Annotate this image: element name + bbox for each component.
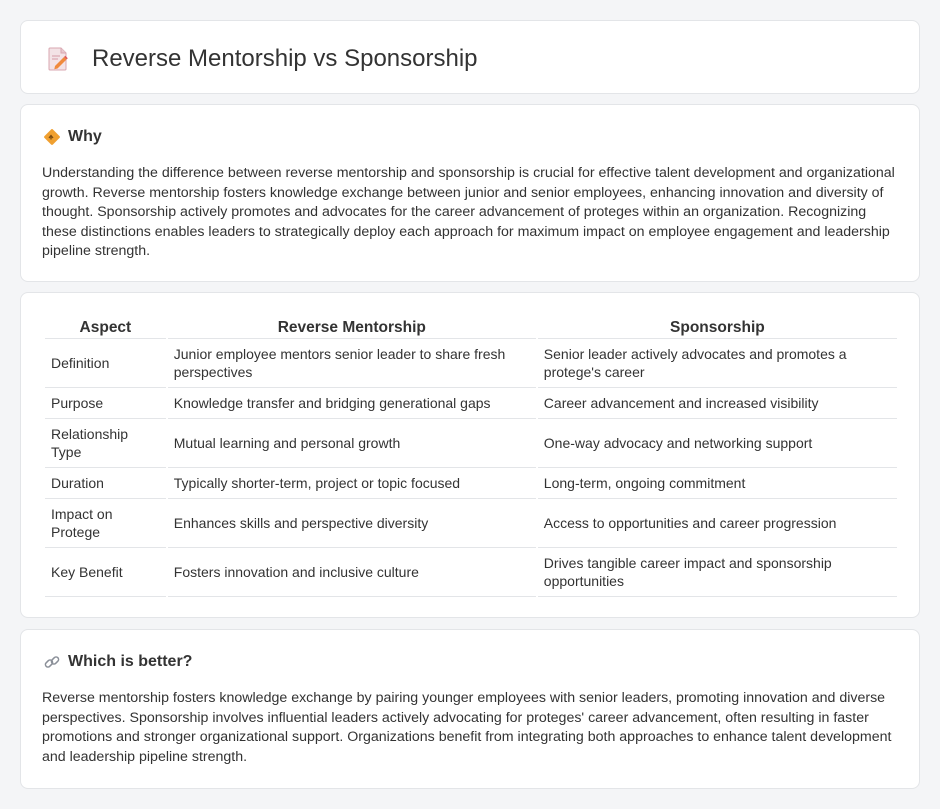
table-row [45, 548, 897, 597]
table-cell-reverse-mentorship: Junior employee mentors senior leader to share fresh perspectives [168, 339, 536, 388]
better-paragraph: Reverse mentorship fosters knowledge exchange by pairing younger employees with senior leaders, promoting innovation and diverse perspectives. Sponsorship involves influential leaders actively advocating for proteges' career advancement, often resulting in faster promotions and stronger organizational support. Organizations benefit from integrating both approaches to enhance talent development and leadership pipeline strength. [42, 690, 892, 765]
why-heading: Why [68, 128, 102, 145]
table-cell-reverse-mentorship: Knowledge transfer and bridging generational gaps [168, 388, 536, 419]
table-cell-aspect: Key Benefit [45, 548, 166, 597]
column-header-sponsorship: Sponsorship [538, 317, 897, 339]
table-row [45, 419, 897, 468]
table-cell-aspect: Duration [45, 468, 166, 499]
why-section [20, 104, 920, 282]
table-row [45, 339, 897, 388]
comparison-section [20, 292, 920, 618]
why-paragraph: Understanding the difference between reverse mentorship and sponsorship is crucial for effective talent development and organizational growth. Reverse mentorship fosters knowledge exchange between junior and senior employees, enhancing innovation and diversity of thought. Sponsorship actively promotes and advocates for the career advancement of proteges within an organization. Recognizing these distinctions enables leaders to strategically deploy each approach for maximum impact on employee engagement and leadership pipeline strength. [42, 165, 895, 260]
why-heading-row [43, 126, 102, 148]
link-icon [43, 653, 61, 671]
table-cell-reverse-mentorship: Fosters innovation and inclusive culture [168, 548, 536, 597]
page-title: Reverse Mentorship vs Sponsorship [92, 45, 478, 72]
table-cell-aspect: Impact on Protege [45, 499, 166, 548]
table-cell-sponsorship: Access to opportunities and career progression [538, 499, 897, 548]
table-cell-sponsorship: Career advancement and increased visibility [538, 388, 897, 419]
table-cell-aspect: Purpose [45, 388, 166, 419]
header-card [20, 20, 920, 94]
comparison-table [43, 317, 899, 597]
table-cell-reverse-mentorship: Mutual learning and personal growth [168, 419, 536, 468]
table-row [45, 499, 897, 548]
table-row [45, 468, 897, 499]
document-pencil-icon [47, 46, 69, 72]
table-header-row [45, 317, 897, 339]
table-cell-reverse-mentorship: Typically shorter-term, project or topic focused [168, 468, 536, 499]
table-cell-aspect: Definition [45, 339, 166, 388]
better-heading-row [43, 651, 192, 673]
better-heading: Which is better? [68, 653, 193, 670]
table-row [45, 388, 897, 419]
table-cell-sponsorship: Drives tangible career impact and sponsorship opportunities [538, 548, 897, 597]
table-cell-reverse-mentorship: Enhances skills and perspective diversity [168, 499, 536, 548]
table-cell-sponsorship: Senior leader actively advocates and promotes a protege's career [538, 339, 897, 388]
table-cell-sponsorship: One-way advocacy and networking support [538, 419, 897, 468]
column-header-aspect: Aspect [45, 317, 166, 339]
table-cell-sponsorship: Long-term, ongoing commitment [538, 468, 897, 499]
table-cell-aspect: Relationship Type [45, 419, 166, 468]
which-is-better-section [20, 629, 920, 789]
diamond-sign-icon [43, 128, 61, 146]
column-header-reverse-mentorship: Reverse Mentorship [168, 317, 536, 339]
